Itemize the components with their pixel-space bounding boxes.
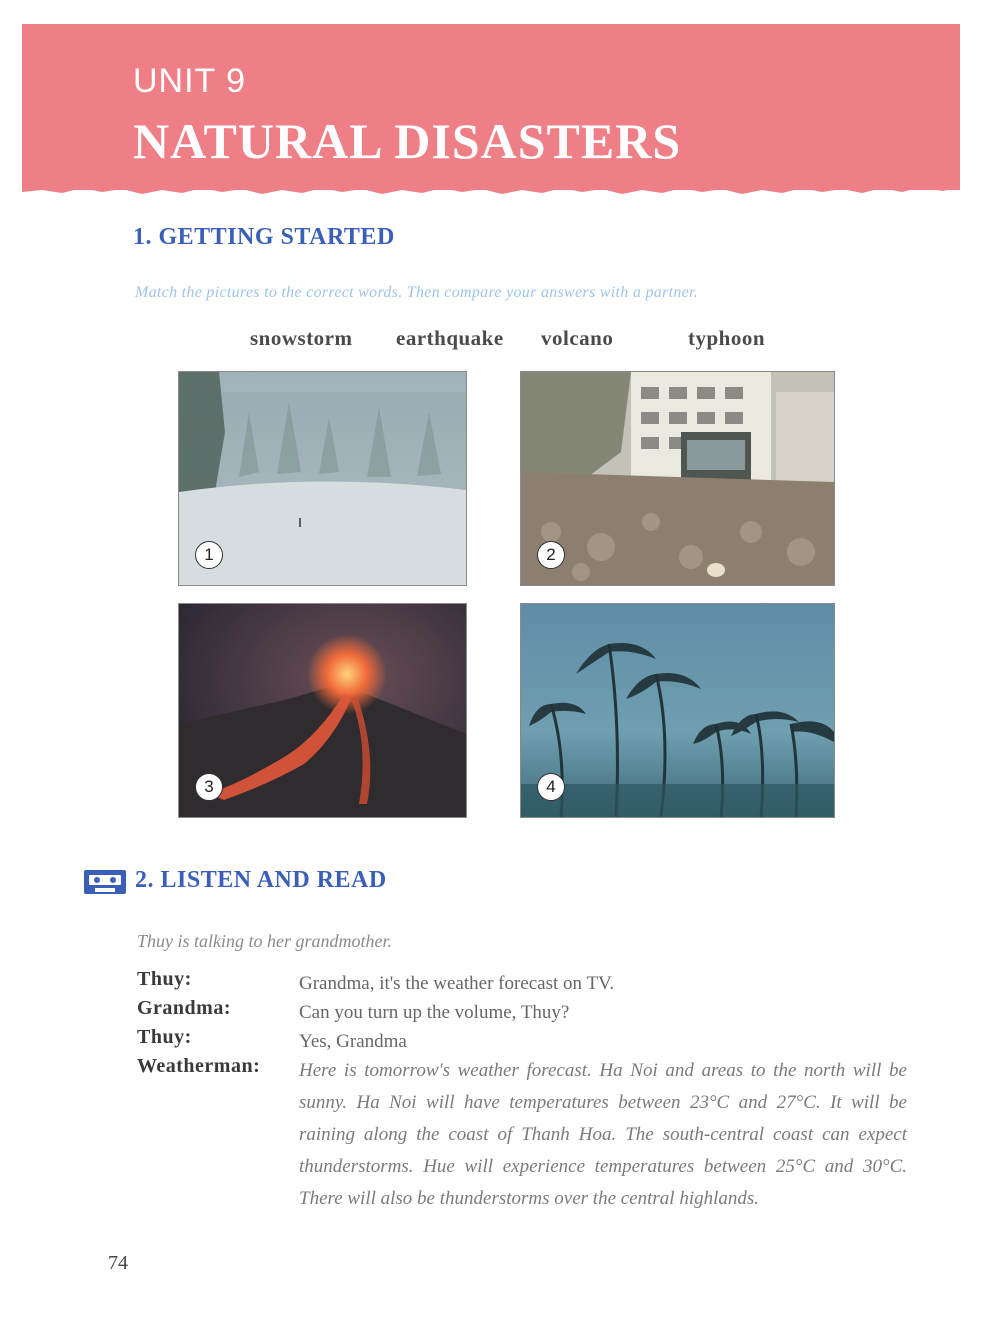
page-number: 74 [108,1252,128,1274]
dialogue-intro: Thuy is talking to her grandmother. [137,931,392,951]
picture-number-badge: 2 [537,541,565,569]
dialogue-speaker: Weatherman: [137,1055,261,1077]
word-snowstorm: snowstorm [250,326,353,350]
dialogue-line: Yes, Grandma [299,1031,407,1052]
picture-snowstorm [178,371,467,586]
picture-typhoon [520,603,835,818]
instruction-text: Match the pictures to the correct words. Then compare your answers with a partner. [135,284,699,301]
dialogue-speaker: Grandma: [137,997,231,1019]
dialogue-speaker: Thuy: [137,968,192,990]
cassette-icon [83,869,127,895]
section-heading-getting-started: 1. GETTING STARTED [133,224,395,250]
dialogue-line: Grandma, it's the weather forecast on TV. [299,973,615,994]
picture-number-badge: 1 [195,541,223,569]
picture-earthquake [520,371,835,586]
word-earthquake: earthquake [396,326,504,350]
dialogue-line: Can you turn up the volume, Thuy? [299,1002,570,1023]
dialogue-line: Here is tomorrow's weather forecast. Ha Noi and areas to the north will be sunny. Ha Noi will have temperatures between 23°C and 27°C. It will be raining along the coast of Thanh Hoa. The south-central coast can expect thunderstorms. Hue will experience temperatures between 25°C and 30°C. There will also be thunderstorms over the central highlands. [299,1060,907,1209]
banner-torn-edge [22,182,960,198]
picture-number-badge: 3 [195,773,223,801]
dialogue-speaker: Thuy: [137,1026,192,1048]
word-volcano: volcano [541,326,614,350]
unit-title: NATURAL DISASTERS [133,113,682,169]
picture-number-badge: 4 [537,773,565,801]
section-heading-listen-and-read: 2. LISTEN AND READ [135,867,387,893]
picture-volcano [178,603,467,818]
word-typhoon: typhoon [688,326,766,350]
unit-number: UNIT 9 [133,62,247,100]
